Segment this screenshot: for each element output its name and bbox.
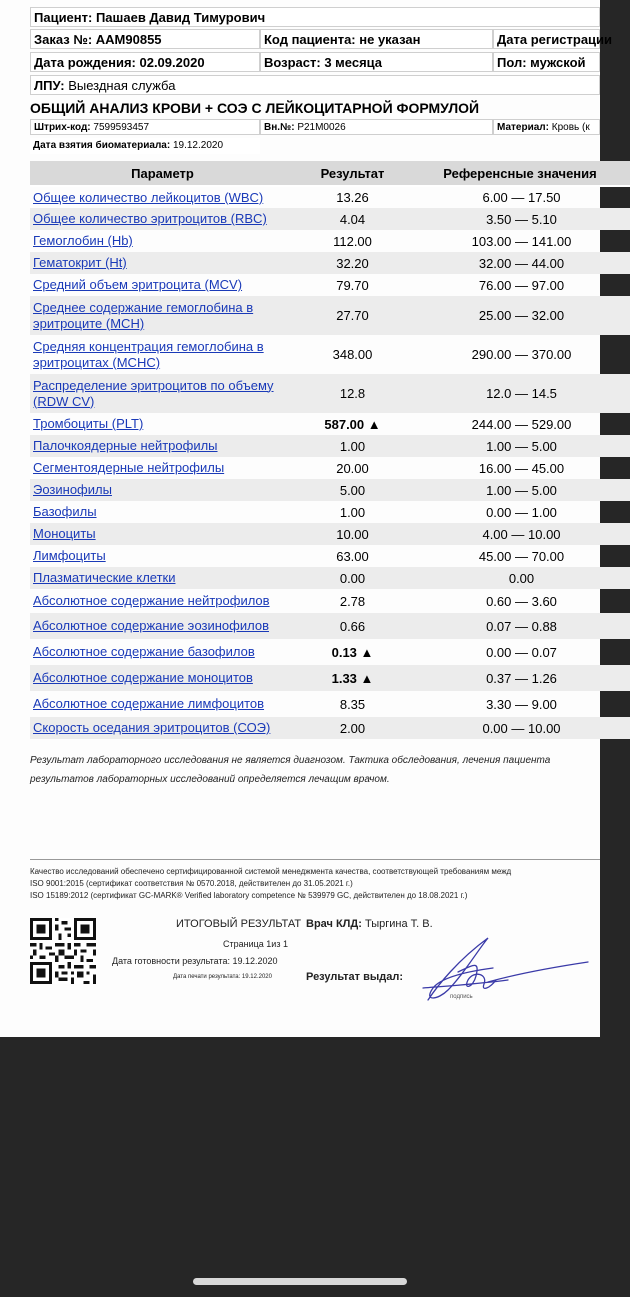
patient-age: Возраст: 3 месяца — [260, 52, 493, 72]
quality-line-1: Качество исследований обеспечено сертифицированной системой менеджмента качества, соответствующей требованиям межд — [30, 867, 512, 876]
reference-range: 0.00 — 1.00 — [486, 504, 557, 520]
quality-statement — [30, 866, 511, 902]
result-value: 1.00 — [295, 435, 410, 457]
result-value: 2.78 — [339, 593, 366, 609]
reference-range: 103.00 — 141.00 — [471, 233, 572, 249]
disclaimer-line-1: Результат лабораторного исследования не является диагнозом. Тактика обследования, лечения пациента — [30, 755, 551, 766]
footer-divider — [30, 859, 600, 860]
parameter-link[interactable]: Гемоглобин (Hb) — [33, 233, 133, 248]
result-value: 20.00 — [336, 460, 369, 476]
table-row — [30, 589, 630, 613]
parameter-link[interactable]: Базофилы — [33, 504, 97, 519]
result-value: 0.00 — [295, 567, 410, 589]
disclaimer-note — [30, 751, 610, 789]
parameter-link[interactable]: Палочкоядерные нейтрофилы — [30, 435, 295, 457]
table-row — [30, 208, 630, 230]
ready-date: Дата готовности результата: 19.12.2020 — [112, 956, 278, 966]
table-row — [30, 613, 630, 639]
result-value: 13.26 — [336, 190, 369, 205]
reference-range: 290.00 — 370.00 — [471, 347, 572, 362]
table-row — [30, 639, 630, 665]
table-row — [30, 252, 630, 274]
results-header-row — [30, 161, 630, 186]
reference-range: 45.00 — 70.00 — [478, 548, 565, 564]
reference-range: 1.00 — 5.00 — [410, 435, 630, 457]
table-row — [30, 335, 630, 374]
header-parameter: Параметр — [30, 161, 295, 186]
parameter-link[interactable]: Тромбоциты (PLT) — [33, 416, 144, 431]
result-value: 2.00 — [295, 717, 410, 739]
table-row — [30, 186, 630, 208]
patient-code: Код пациента: не указан — [260, 29, 493, 49]
result-value: 10.00 — [295, 523, 410, 545]
material-label: Материал: — [497, 122, 549, 133]
parameter-link[interactable]: Лимфоциты — [33, 548, 106, 563]
quality-line-3: ISO 15189:2012 (сертификат GC-MARK® Verified laboratory competence № 539979 GC, действителен до 18.08.2021 г.) — [30, 891, 468, 900]
reference-range: 0.37 — 1.26 — [410, 665, 630, 691]
table-row — [30, 435, 630, 457]
parameter-link[interactable]: Моноциты — [30, 523, 295, 545]
material-field — [493, 119, 600, 135]
parameter-link[interactable]: Общее количество лейкоцитов (WBC) — [33, 189, 264, 205]
inner-number-label: Вн.№: — [264, 122, 295, 133]
table-row — [30, 501, 630, 523]
parameter-link[interactable]: Сегментоядерные нейтрофилы — [33, 460, 225, 475]
signature-image — [418, 930, 598, 1005]
parameter-link[interactable]: Абсолютное содержание моноцитов — [30, 665, 295, 691]
result-value: 0.66 — [295, 613, 410, 639]
result-value: 27.70 — [295, 296, 410, 335]
patient-name: Пациент: Пашаев Давид Тимурович — [30, 7, 600, 27]
table-row — [30, 274, 630, 296]
final-result-label: ИТОГОВЫЙ РЕЗУЛЬТАТ — [176, 918, 302, 930]
parameter-link[interactable]: Абсолютное содержание нейтрофилов — [33, 593, 270, 608]
reference-range: 0.00 — 0.07 — [486, 644, 557, 660]
parameter-link[interactable]: Общее количество эритроцитов (RBC) — [30, 208, 295, 230]
parameter-link[interactable]: Распределение эритроцитов по объему (RDW CV) — [30, 374, 295, 413]
birth-date: Дата рождения: 02.09.2020 — [30, 52, 260, 72]
lpu-label: ЛПУ: — [34, 78, 65, 93]
reference-range: 0.00 — 10.00 — [410, 717, 630, 739]
table-row — [30, 374, 630, 413]
page-number: Страница 1из 1 — [223, 939, 288, 949]
lpu-value: Выездная служба — [68, 78, 176, 93]
parameter-link[interactable]: Гематокрит (Ht) — [30, 252, 295, 274]
reference-range: 244.00 — 529.00 — [471, 416, 572, 432]
table-row — [30, 479, 630, 501]
reference-range: 6.00 — 17.50 — [482, 190, 561, 205]
result-value: 587.00 ▲ — [324, 416, 381, 432]
inner-number-value: P21M0026 — [297, 122, 346, 133]
reference-range: 0.60 — 3.60 — [486, 593, 557, 609]
sample-date-field — [30, 138, 260, 154]
order-number: Заказ №: AAM90855 — [30, 29, 260, 49]
reference-range: 12.0 — 14.5 — [410, 374, 630, 413]
table-row — [30, 523, 630, 545]
table-row — [30, 296, 630, 335]
reference-range: 3.50 — 5.10 — [410, 208, 630, 230]
sample-date-label: Дата взятия биоматериала: — [33, 140, 171, 151]
doctor-label: Врач КЛД: — [306, 918, 362, 930]
doctor-name: Тыргина Т. В. — [364, 918, 433, 930]
reference-range: 16.00 — 45.00 — [478, 460, 565, 476]
issued-by-label: Результат выдал: — [306, 971, 403, 983]
table-row — [30, 457, 630, 479]
signature-caption: подпись — [450, 994, 473, 1000]
table-row — [30, 545, 630, 567]
header-reference: Референсные значения — [410, 161, 630, 186]
parameter-link[interactable]: Средняя концентрация гемоглобина в эритроцитах (MCHC) — [33, 338, 264, 370]
barcode-field — [30, 119, 260, 135]
result-value: 12.8 — [295, 374, 410, 413]
result-value: 1.33 ▲ — [295, 665, 410, 691]
result-value: 4.04 — [295, 208, 410, 230]
reference-range: 3.30 — 9.00 — [486, 696, 557, 712]
qr-code-icon — [30, 918, 96, 984]
result-value: 348.00 — [332, 347, 373, 362]
result-value: 112.00 — [333, 233, 372, 249]
patient-sex: Пол: мужской — [493, 52, 600, 72]
result-value: 8.35 — [339, 696, 366, 712]
table-row — [30, 717, 630, 739]
table-row — [30, 567, 630, 589]
barcode-value: 7599593457 — [93, 122, 150, 133]
quality-line-2: ISO 9001:2015 (сертификат соответствия № 0570.2018, действителен до 31.05.2021 г.) — [30, 879, 353, 888]
parameter-link[interactable]: Среднее содержание гемоглобина в эритроците (MCH) — [30, 296, 295, 335]
material-value: Кровь (к — [551, 122, 590, 133]
table-row — [30, 230, 630, 252]
doctor-field — [306, 918, 433, 930]
parameter-link[interactable]: Абсолютное содержание эозинофилов — [30, 613, 295, 639]
reference-range: 0.07 — 0.88 — [410, 613, 630, 639]
table-row — [30, 413, 630, 435]
reference-range: 0.00 — [410, 567, 630, 589]
report-title: ОБЩИЙ АНАЛИЗ КРОВИ + СОЭ С ЛЕЙКОЦИТАРНОЙ ФОРМУЛОЙ — [30, 100, 480, 116]
parameter-link[interactable]: Абсолютное содержание базофилов — [33, 644, 255, 659]
reference-range: 4.00 — 10.00 — [410, 523, 630, 545]
parameter-link[interactable]: Абсолютное содержание лимфоцитов — [33, 696, 265, 711]
sample-date-value: 19.12.2020 — [172, 140, 224, 151]
parameter-link[interactable]: Средний объем эритроцита (MCV) — [33, 277, 243, 292]
reference-range: 25.00 — 32.00 — [410, 296, 630, 335]
parameter-link[interactable]: Скорость оседания эритроцитов (СОЭ) — [30, 717, 295, 739]
parameter-link[interactable]: Плазматические клетки — [30, 567, 295, 589]
result-value: 79.70 — [336, 277, 369, 293]
result-value: 5.00 — [295, 479, 410, 501]
header-result: Результат — [295, 161, 410, 186]
registration-date: Дата регистрации — [493, 29, 600, 49]
result-value: 63.00 — [336, 548, 369, 564]
result-value: 32.20 — [295, 252, 410, 274]
print-date: Дата печати результата: 19.12.2020 — [173, 974, 272, 980]
result-value: 0.13 ▲ — [331, 644, 374, 660]
disclaimer-line-2: результатов лабораторных исследований определяется лечащим врачом. — [30, 774, 390, 785]
inner-number-field — [260, 119, 493, 135]
home-indicator[interactable] — [193, 1278, 407, 1285]
results-table — [30, 161, 630, 739]
table-row — [30, 665, 630, 691]
reference-range: 32.00 — 44.00 — [410, 252, 630, 274]
barcode-label: Штрих-код: — [34, 122, 91, 133]
table-row — [30, 691, 630, 717]
result-value: 1.00 — [339, 504, 366, 520]
reference-range: 1.00 — 5.00 — [410, 479, 630, 501]
lpu-field — [30, 75, 600, 95]
parameter-link[interactable]: Эозинофилы — [30, 479, 295, 501]
reference-range: 76.00 — 97.00 — [478, 277, 565, 293]
